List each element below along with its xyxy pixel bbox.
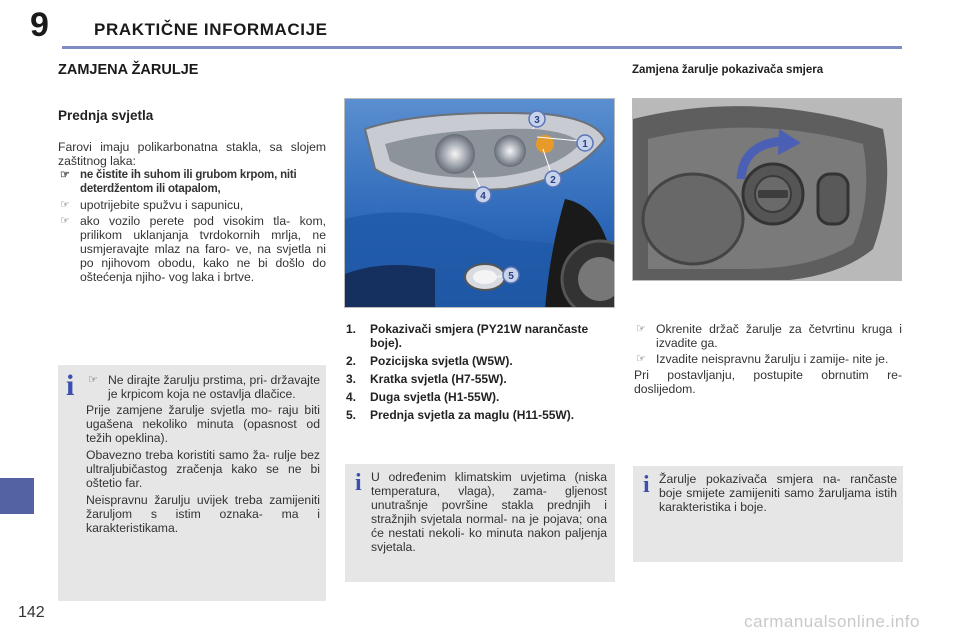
info-paragraph: Neispravnu žarulju uvijek treba zamijeniti žaruljom s istim oznaka- ma i karakteristikama. xyxy=(86,493,320,535)
page-number: 142 xyxy=(18,604,45,621)
info-box-content xyxy=(659,472,897,514)
info-paragraph: Žarulje pokazivača smjera na- rančaste boje smijete zamijeniti samo žaruljama istih karakteristika i boje. xyxy=(659,472,897,514)
info-box-indicator-bulbs xyxy=(633,466,903,562)
chapter-number: 9 xyxy=(30,6,49,44)
header-rule xyxy=(62,46,902,49)
headlight-photo xyxy=(344,98,615,308)
info-icon: i xyxy=(355,470,362,496)
chapter-title: PRAKTIČNE INFORMACIJE xyxy=(94,20,328,39)
info-icon: i xyxy=(66,369,75,402)
info-box-content xyxy=(371,470,607,554)
info-bullet: ☞ Ne dirajte žarulju prstima, pri- državajte je krpicom koja ne ostavlja dlačice. xyxy=(86,373,320,401)
badge-label: 1 xyxy=(582,139,588,150)
bulb-list-item: 5. Prednja svjetla za maglu (H11-55W). xyxy=(346,408,575,422)
care-bullet: ☞ ako vozilo perete pod visokim tla- kom, prilikom uklanjanja tvrdokornih mrlja, ne usmjeravajte mlaz na faro- ve, na svjetla ni po njihovom obodu, kako ne bi došlo do oštećenja njiho- vog laka i brtve. xyxy=(58,214,326,284)
intro-block xyxy=(58,140,326,286)
info-paragraph: U određenim klimatskim uvjetima (niska temperatura, vlaga), zama- gljenost unutrašnje površine stakla prednjih i stražnjih svjetala normal- na je pojava; ona će nestati nekoli- ko minuta nakon paljenja svjetala. xyxy=(371,470,607,554)
callout-badge xyxy=(545,171,561,187)
bulb-list-item: 3. Kratka svjetla (H7-55W). xyxy=(346,372,507,386)
care-bullet-list xyxy=(58,168,326,284)
headlight-illustration xyxy=(345,99,615,308)
indicator-illustration xyxy=(633,99,902,281)
care-bullet: ☞ upotrijebite spužvu i sapunicu, xyxy=(58,198,326,212)
indicator-paragraph: Pri postavljanju, postupite obrnutim re- doslijedom. xyxy=(634,368,902,396)
badge-label: 2 xyxy=(550,175,556,186)
indicator-bullet: ☞ Izvadite neispravnu žarulju i zamije- nite je. xyxy=(634,352,902,366)
bulb-list xyxy=(346,322,608,426)
bulb-list-item: 4. Duga svjetla (H1-55W). xyxy=(346,390,500,404)
subtitle: Prednja svjetla xyxy=(58,108,154,123)
info-paragraph: Prije zamjene žarulje svjetla mo- raju biti ugašena nekoliko minuta (opasnost od težih opeklina). xyxy=(86,403,320,445)
care-bullet: ☞ ne čistite ih suhom ili grubom krpom, niti deterdžentom ili otapalom, xyxy=(58,168,326,196)
indicator-bullet: ☞ Okrenite držač žarulje za četvrtinu kruga i izvadite ga. xyxy=(634,322,902,350)
info-box-bulb-handling xyxy=(58,365,326,601)
section-title: ZAMJENA ŽARULJE xyxy=(58,62,199,78)
indicator-bullet-list xyxy=(634,322,902,366)
chapter-tab xyxy=(0,478,34,514)
intro-text: Farovi imaju polikarbonatna stakla, sa slojem zaštitnog laka: xyxy=(58,140,326,168)
badge-label: 5 xyxy=(508,271,514,282)
callout-badge xyxy=(503,267,519,283)
badge-label: 3 xyxy=(534,115,540,126)
indicator-section-title: Zamjena žarulje pokazivača smjera xyxy=(632,64,824,76)
badge-label: 4 xyxy=(480,191,486,202)
bulb-list-item: 1. Pokazivači smjera (PY21W narančaste boje). xyxy=(346,322,589,350)
callout-badge xyxy=(475,187,491,203)
indicator-instructions xyxy=(634,322,902,396)
info-box-content xyxy=(86,373,320,538)
info-paragraph: Obavezno treba koristiti samo ža- rulje bez ultraljubičastog zračenja kako se ne bi oštetio far. xyxy=(86,448,320,490)
callout-badge xyxy=(577,135,593,151)
callout-badge xyxy=(529,111,545,127)
info-bullet-list xyxy=(86,373,320,401)
watermark: carmanualsonline.info xyxy=(744,612,920,631)
info-box-condensation xyxy=(345,464,615,582)
bulb-list-item: 2. Pozicijska svjetla (W5W). xyxy=(346,354,513,368)
indicator-housing-photo xyxy=(632,98,902,281)
info-icon: i xyxy=(643,472,650,498)
